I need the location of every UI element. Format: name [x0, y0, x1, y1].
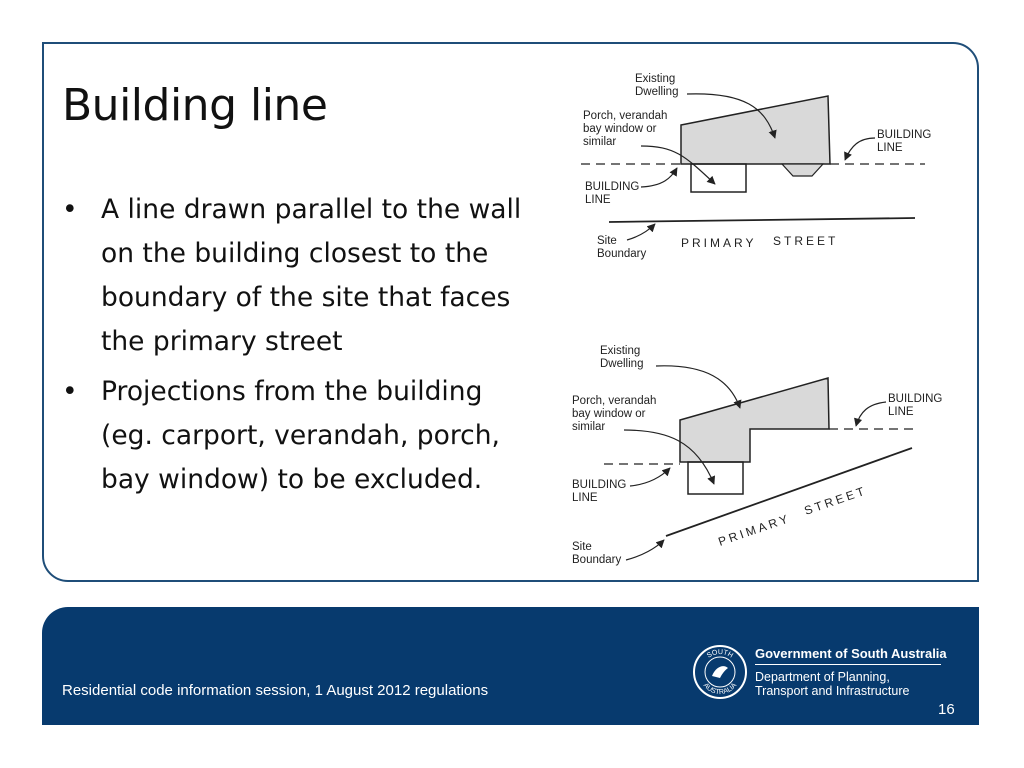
department-line-1: Department of Planning, — [755, 670, 890, 684]
label-primary: PRIMARY — [681, 236, 757, 250]
label-building-line-right: BUILDING LINE — [877, 129, 932, 154]
label-street: STREET — [773, 234, 839, 248]
svg-text:SOUTH: SOUTH — [705, 648, 735, 660]
slide-title: Building line — [62, 80, 328, 131]
label-building-line-right: BUILDING LINE — [888, 393, 943, 418]
label-site-boundary: Site Boundary — [597, 235, 647, 260]
existing-dwelling-shape — [681, 96, 830, 164]
arrow-site-boundary — [627, 224, 655, 240]
bullet-item — [58, 370, 538, 502]
footer-caption: Residential code information session, 1 August 2012 regulations — [62, 682, 489, 699]
label-porch: Porch, verandah bay window or similar — [572, 395, 657, 433]
svg-text:AUSTRALIA: AUSTRALIA — [701, 681, 739, 697]
arrow-building-line-right — [845, 138, 875, 160]
bullet-item — [58, 188, 538, 364]
bullet-dot-icon: • — [62, 194, 78, 225]
department-line-2: Transport and Infrastructure — [755, 684, 910, 698]
label-porch: Porch, verandah bay window or similar — [583, 110, 668, 148]
arrow-site-boundary — [626, 540, 664, 560]
existing-dwelling-shape — [680, 378, 829, 462]
bullet-text: A line drawn parallel to the wall on the building closest to the boundary of the site that faces the primary street — [101, 194, 522, 357]
site-boundary-line — [609, 218, 915, 222]
arrow-building-line-left — [630, 468, 670, 486]
label-primary: PRIMARY — [716, 511, 793, 549]
arrow-existing-dwelling — [656, 366, 740, 408]
label-existing-dwelling: Existing Dwelling — [600, 345, 644, 370]
label-street: STREET — [802, 483, 869, 518]
bullet-text: Projections from the building (eg. carport, verandah, porch, bay window) to be excluded. — [101, 376, 500, 495]
porch-shape — [691, 164, 746, 192]
org-name: Government of South Australia — [755, 646, 947, 661]
arrow-building-line-left — [641, 168, 677, 187]
building-line-diagram-bottom — [566, 340, 946, 570]
label-building-line-left: BUILDING LINE — [572, 479, 627, 504]
bay-projection-shape — [782, 164, 823, 176]
label-existing-dwelling: Existing Dwelling — [635, 73, 679, 98]
label-site-boundary: Site Boundary — [572, 541, 622, 566]
org-divider — [755, 664, 941, 665]
page-number: 16 — [938, 701, 955, 718]
bullet-dot-icon: • — [62, 376, 78, 407]
arrow-building-line-right — [856, 402, 886, 426]
label-building-line-left: BUILDING LINE — [585, 181, 640, 206]
footer-band — [42, 607, 979, 725]
porch-shape — [688, 462, 743, 494]
bullet-list — [58, 188, 538, 508]
building-line-diagram-top — [575, 68, 935, 268]
government-seal-icon — [692, 644, 748, 700]
